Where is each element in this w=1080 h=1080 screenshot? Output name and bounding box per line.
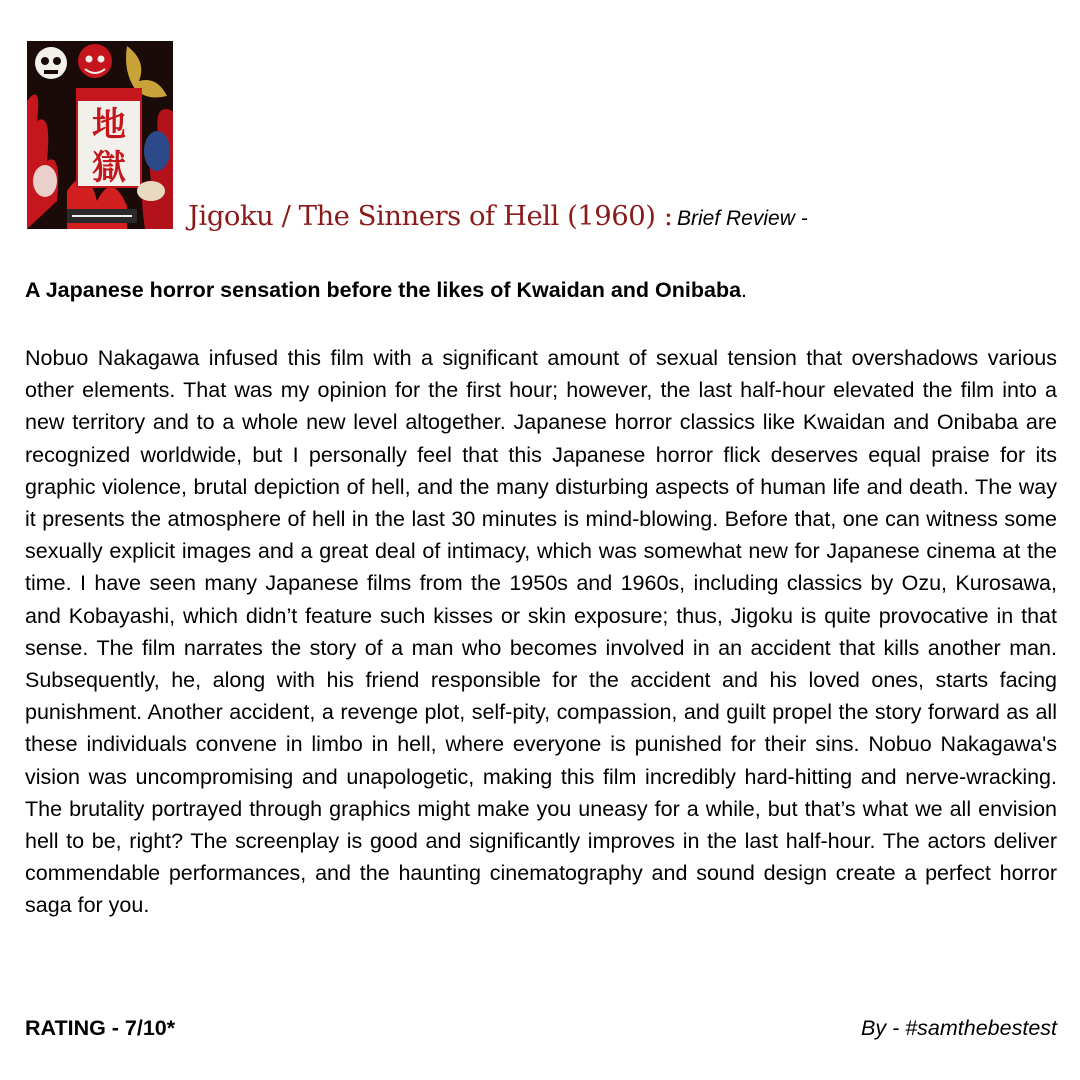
tagline-punct: .	[741, 278, 748, 302]
film-title: Jigoku / The Sinners of Hell (1960) :	[188, 200, 673, 232]
poster-kanji-top: 地	[92, 105, 126, 145]
review-body: Nobuo Nakagawa infused this film with a significant amount of sexual tension that overshadows various other elements. That was my opinion for the first hour; however, the last half-hour elevated the film into a new territory and to a whole new level altogether. Japanese horror classics like Kwaidan and Onibaba are recognized worldwide, but I personally feel that this Japanese horror flick deserves equal praise for its graphic violence, brutal depiction of hell, and the many disturbing aspects of human life and death. The way it presents the atmosphere of hell in the last 30 minutes is mind-blowing. Before that, one can witness some sexually explicit images and a great deal of intimacy, which was somewhat new for Japanese cinema at the time. I have seen many Japanese films from the 1950s and 1960s, including classics by Ozu, Kurosawa, and Kobayashi, which didn’t feature such kisses or skin exposure; thus, Jigoku is quite provocative in that sense. The film narrates the story of a man who becomes involved in an accident that kills another man. Subsequently, he, along with his friend responsible for the accident and his loved ones, starts facing punishment. Another accident, a revenge plot, self-pity, compassion, and guilt propel the story forward as all these individuals convene in limbo in hell, where everyone is punished for their sins. Nobuo Nakagawa's vision was uncompromising and unapologetic, making this film incredibly hard-hitting and nerve-wracking. The brutality portrayed through graphics might make you uneasy for a while, but that’s what we all envision hell to be, right? The screenplay is good and significantly improves in the last half-hour. The actors deliver commendable performances, and the haunting cinematography and sound design create a perfect horror saga for you.	[25, 346, 1057, 918]
tagline-bold: A Japanese horror sensation before the likes of Kwaidan and Onibaba	[25, 278, 742, 302]
poster-artwork	[27, 41, 173, 229]
movie-poster	[27, 41, 173, 229]
review-title	[188, 200, 808, 232]
rating: RATING - 7/10*	[25, 1016, 176, 1040]
review-subtitle: Brief Review -	[676, 207, 808, 230]
byline: By - #samthebestest	[861, 1016, 1057, 1040]
poster-kanji-bottom: 獄	[92, 148, 126, 188]
tagline	[25, 278, 747, 303]
